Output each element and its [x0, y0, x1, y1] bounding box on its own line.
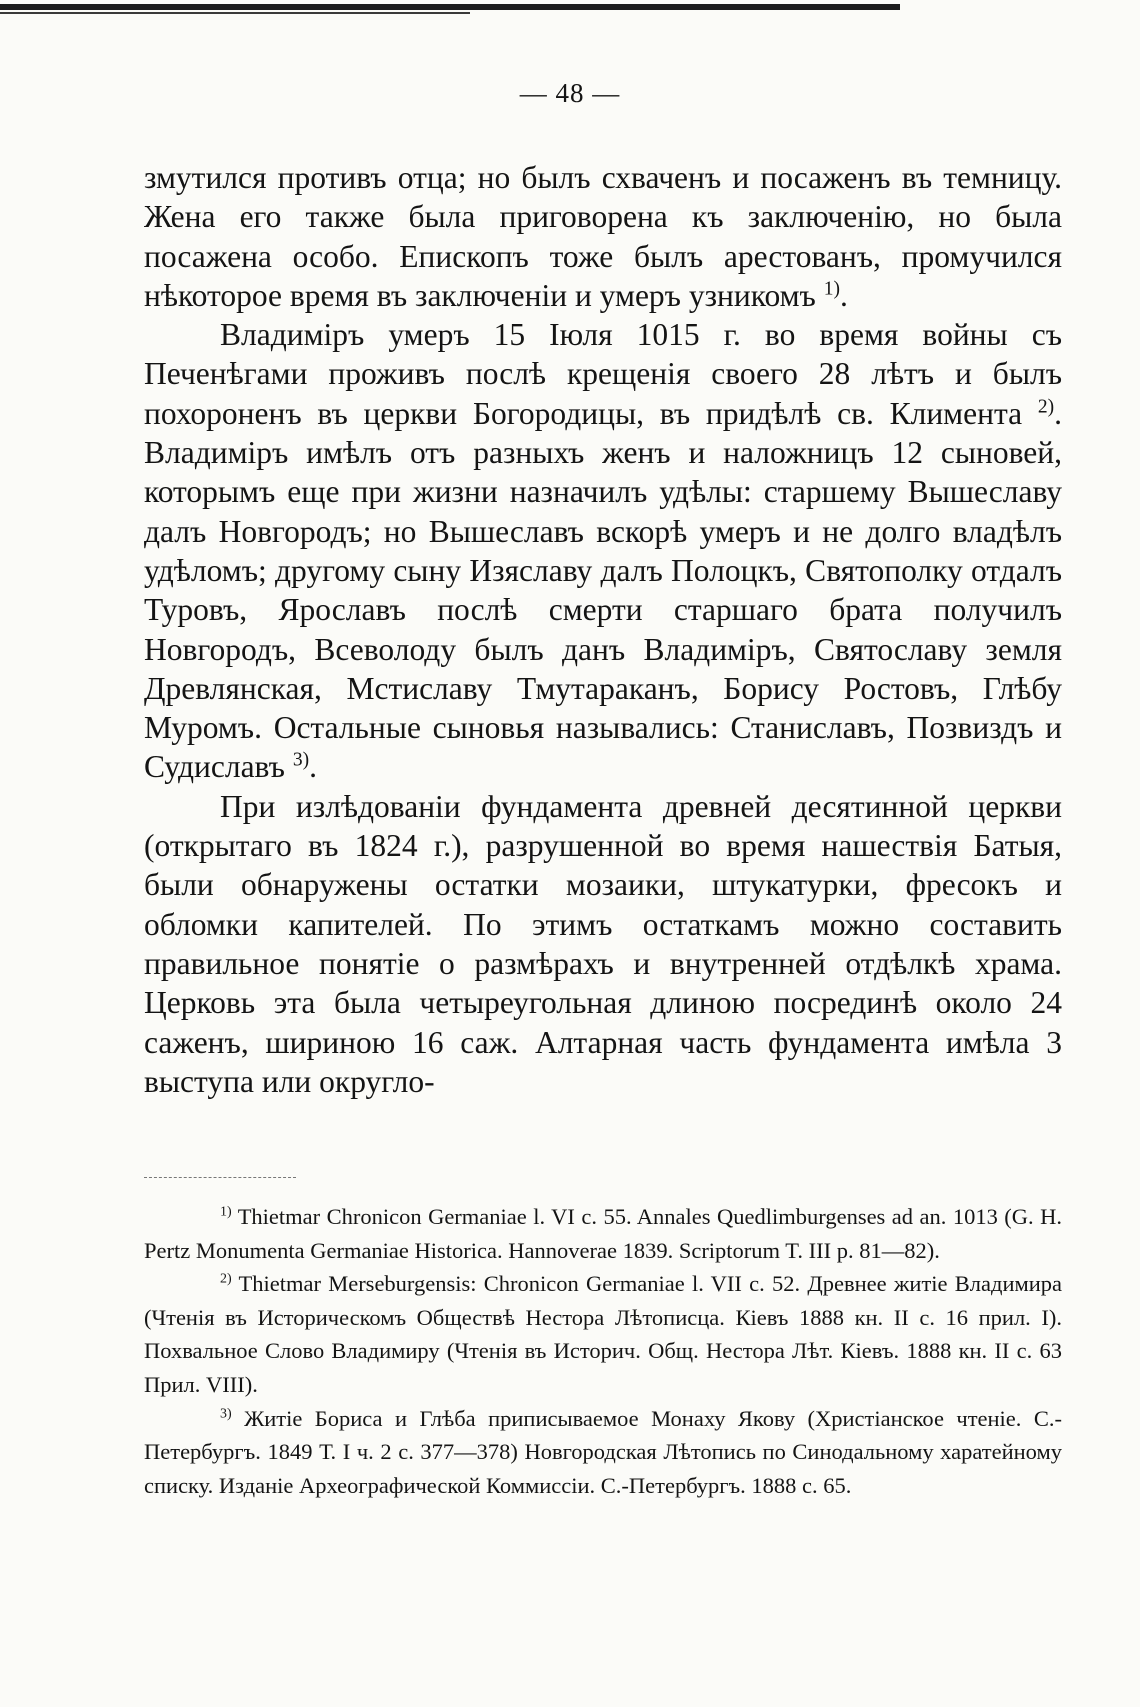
footnote-ref-3: 3) — [292, 749, 310, 771]
paragraph-1: змутился противъ отца; но былъ схваченъ и посаженъ въ темницу. Жена его также была приговорена къ заключенію, но была посажена особо. Епископъ тоже былъ арестованъ, промучился нѣкоторое время въ заключеніи и умеръ узникомъ $^{1)}$. — [144, 160, 1062, 313]
footnote-1 — [144, 1200, 1062, 1267]
page-number: — 48 — — [519, 78, 621, 108]
footnote-ref-2: 2) — [1037, 396, 1055, 418]
paragraph-3 — [144, 787, 1062, 1101]
paragraph-2-continuation: Владиміръ имѣлъ отъ разныхъ женъ и наложницъ 12 сыновей, которымъ еще при жизни назначилъ удѣлы: старшему Вышеславу далъ Новгородъ; но Вышеславъ вскорѣ умеръ и не долго владѣлъ удѣломъ; другому сыну Изяславу далъ Полоцкъ, Святополку отдалъ Туровъ, Ярославъ послѣ смерти старшаго брата получилъ Новгородъ, Всеволоду былъ данъ Владиміръ, Святославу земля Древлянская, Мстиславу Тмутараканъ, Борису Ростовъ, Глѣбу Муромъ. Остальные сыновья назывались: Станиславъ, Позвиздъ и Судиславъ — [144, 435, 1062, 785]
footnotes — [144, 1200, 1062, 1502]
paragraph-2: Владиміръ умеръ 15 Іюля 1015 г. во время войны съ Печенѣгами проживъ послѣ крещенія своего 28 лѣтъ и былъ похороненъ въ церкви Богородицы, въ придѣлѣ св. Климента $^{2)}$. Владиміръ имѣлъ отъ разныхъ женъ и наложницъ 12 сыновей, которымъ еще при жизни назначилъ удѣлы: старшему Вышеславу далъ Новгородъ; но Вышеславъ вскорѣ умеръ и не долго владѣлъ удѣломъ; другому сыну Изяславу далъ Полоцкъ, Святополку отдалъ Туровъ, Ярославъ послѣ смерти старшаго брата получилъ Новгородъ, Всеволоду былъ данъ Владиміръ, Святославу земля Древлянская, Мстиславу Тмутараканъ, Борису Ростовъ, Глѣбу Муромъ. Остальные сыновья назывались: Станиславъ, Позвиздъ и Судиславъ $^{3)}$. — [144, 317, 1062, 785]
footnote-2-text: Thietmar Merseburgensis: Chronicon Germaniae l. VII c. 52. Древнее житіе Владимира (Чтенія въ Историческомъ Обществѣ Нестора Лѣтописца. Кіевъ 1888 кн. II с. 16 прил. I). Похвальное Слово Владимиру (Чтенія въ Историч. Общ. Нестора Лѣт. Кіевъ. 1888 кн. II с. 63 Прил. VIII). — [144, 1271, 1063, 1397]
footnote-3-text: Житіе Бориса и Глѣба приписываемое Монаху Якову (Христіанское чтеніе. С.-Петербургъ. 1849 Т. I ч. 2 с. 377—378) Новгородская Лѣтопись по Синодальному харатейному списку. Изданіе Археографической Коммиссіи. С.-Петербургъ. 1888 с. 65. — [144, 1405, 1062, 1498]
footnote-3 — [144, 1402, 1062, 1503]
paragraph-1-text: змутился противъ отца; но былъ схваченъ и посаженъ въ темницу. Жена его также была приговорена къ заключенію, но была посажена особо. Епископъ тоже былъ арестованъ, промучился нѣкоторое время въ заключеніи и умеръ узникомъ — [144, 160, 1062, 313]
footnote-ref-1: 1) — [823, 278, 840, 300]
footnote-1-text: Thietmar Chronicon Germaniae l. VI c. 55. Annales Quedlimburgenses ad an. 1013 (G. H. Pertz Monumenta Germaniae Historica. Hannoverae 1839. Scriptorum T. III p. 81—82). — [144, 1204, 1062, 1263]
top-border-rule-thin — [0, 12, 470, 14]
footnote-separator — [144, 1177, 296, 1178]
footnote-2-mark: 2) — [220, 1271, 232, 1287]
footnote-3-mark: 3) — [220, 1406, 232, 1422]
main-text — [144, 158, 1062, 1101]
top-border-rule — [0, 4, 900, 10]
paragraph-3-text: При излѣдованіи фундамента древней десятинной церкви (открытаго въ 1824 г.), разрушенной во время нашествія Батыя, были обнаружены остатки мозаики, штукатурки, фресокъ и обломки капителей. По этимъ остаткамъ можно составить правильное понятіе о размѣрахъ и внутренней отдѣлкѣ храма. Церковь эта была четыреугольная длиною посрединѣ около 24 саженъ, шириною 16 саж. Алтарная часть фундамента имѣла 3 выступа или округло- — [144, 788, 1062, 1099]
paragraph-2-text: Владиміръ умеръ 15 Іюля 1015 г. во время войны съ Печенѣгами проживъ послѣ крещенія своего 28 лѣтъ и былъ похороненъ въ церкви Богородицы, въ придѣлѣ св. Климента — [144, 317, 1062, 431]
footnote-1-mark: 1) — [220, 1204, 232, 1220]
footnote-2 — [144, 1267, 1062, 1401]
